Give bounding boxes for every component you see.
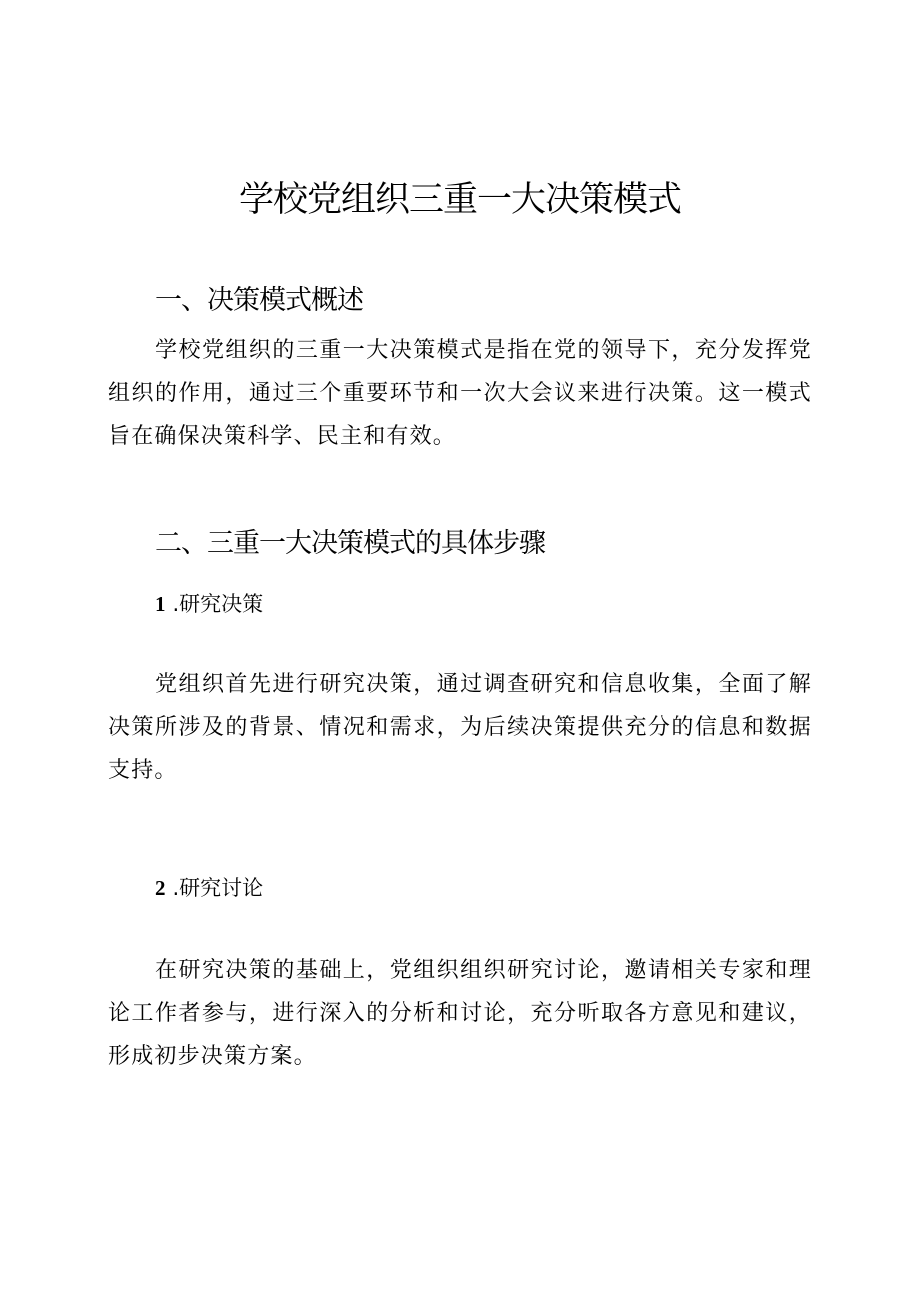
step-2-title: .研究讨论	[172, 876, 264, 900]
step-1-title: .研究决策	[172, 592, 264, 616]
step-1-number: 1	[155, 592, 166, 616]
document-title: 学校党组织三重一大决策模式	[238, 180, 681, 220]
step-2-number: 2	[155, 876, 166, 900]
step-1-paragraph: 党组织首先进行研究决策，通过调查研究和信息收集，全面了解决策所涉及的背景、情况和需求，为后续决策提供充分的信息和数据支持。	[108, 672, 812, 783]
step-2-paragraph: 在研究决策的基础上，党组织组织研究讨论，邀请相关专家和理论工作者参与，进行深入的分析和讨论，充分听取各方意见和建议，形成初步决策方案。	[108, 958, 812, 1069]
section-heading-steps: 二、三重一大决策模式的具体步骤	[155, 528, 545, 559]
section-heading-overview: 一、决策模式概述	[155, 285, 363, 316]
step-2-heading	[155, 873, 263, 903]
step-1-heading	[155, 589, 263, 619]
overview-paragraph: 学校党组织的三重一大决策模式是指在党的领导下，充分发挥党组织的作用，通过三个重要环节和一次大会议来进行决策。这一模式旨在确保决策科学、民主和有效。	[108, 338, 812, 449]
